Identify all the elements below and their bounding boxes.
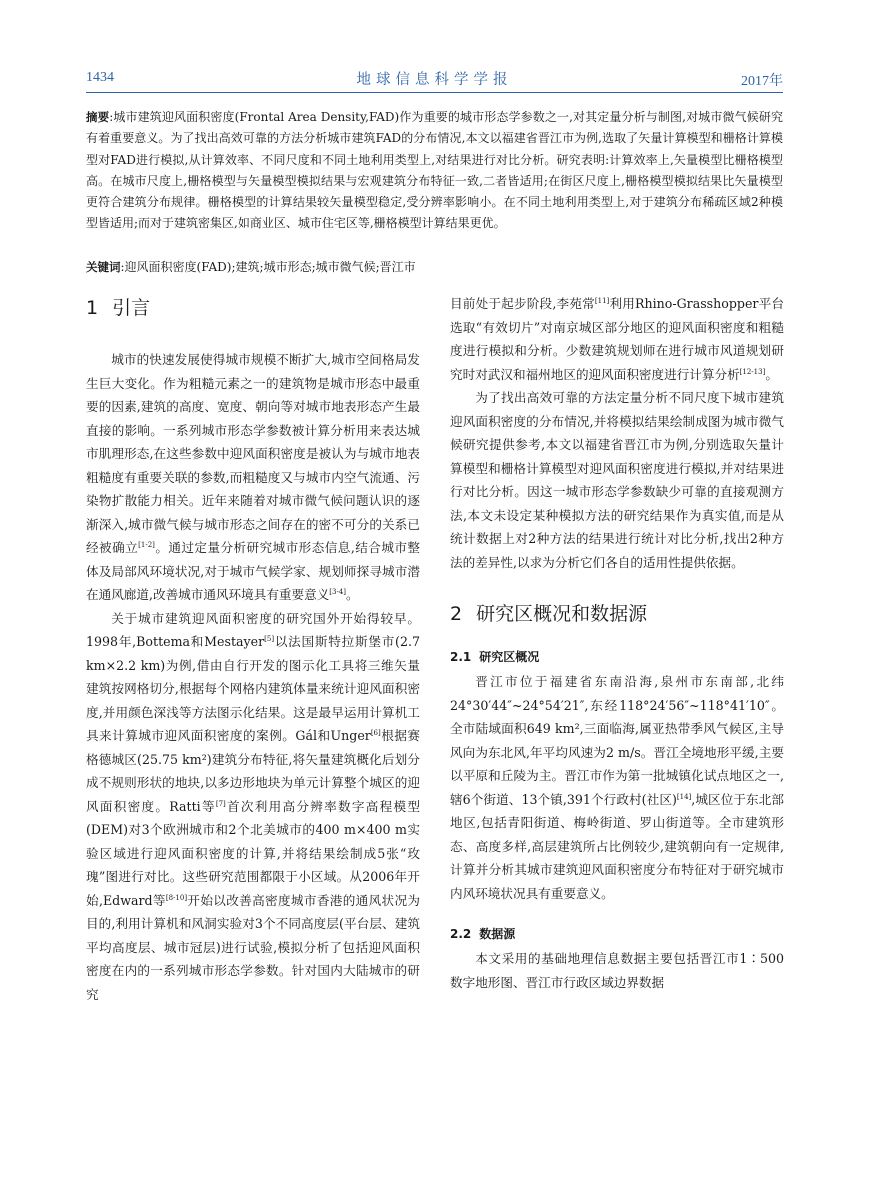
abstract: [86, 107, 783, 235]
citation: [11]: [594, 296, 610, 305]
page-header: [86, 68, 783, 90]
subsection-number: 2.2: [450, 927, 472, 941]
text-run: 关于城市建筑迎风面积密度的研究国外开始得较早。1998年,Bottema和Mestayer: [86, 610, 420, 649]
keywords-text: :迎风面积密度(FAD);建筑;城市形态;城市微气候;晋江市: [120, 260, 416, 274]
left-column: [86, 290, 420, 1006]
subsection-title: 研究区概况: [479, 650, 540, 664]
text-run: 根据赛格德城区(25.75 km²)建筑分布特征,将矢量建筑概化后划分成不规则形状的地块,以多边形地块为单元计算整个城区的迎风面积密度。Ratti等: [86, 728, 421, 814]
text-run: 。: [346, 587, 359, 602]
paragraph: [86, 348, 420, 607]
subsection-heading-2-1: [450, 646, 784, 668]
header-rule: [86, 92, 783, 93]
section-title: 引言: [112, 297, 151, 319]
keywords: [86, 257, 783, 277]
text-run: 目前处于起步阶段,李苑常: [450, 296, 595, 311]
citation: [7]: [215, 799, 226, 808]
citation: [8-10]: [165, 893, 188, 902]
paragraph: 为了找出高效可靠的方法定量分析不同尺度下城市建筑迎风面积密度的分布情况,并将模拟结果绘制成图为城市微气候研究提供参考,本文以福建省晋江市为例,分别选取矢量计算模型和栅格计算模型对迎风面积密度进行模拟,并对结果进行对比分析。因这一城市形态学参数缺少可靠的直接观测方法,本文未设定某种模拟方法的研究结果作为真实值,而是从统计数据上对2种方法的结果进行统计对比分析,找出2种方法的差异性,以求为分析它们各自的适用性提供依据。: [450, 390, 784, 570]
page-number: 1434: [86, 70, 114, 85]
section-title: 研究区概况和数据源: [476, 603, 648, 625]
section-number: 2: [450, 603, 463, 625]
section-number: 1: [86, 297, 99, 319]
publication-year: 2017年: [741, 74, 783, 89]
text-run: 晋江市位于福建省东南沿海,泉州市东南部,北纬24°30′44″~24°54′21″,东经118°24′56″~118°41′10″。全市陆域面积649 km²,三面临海,属亚热带季风气候区,主导风向为东北风,年平均风速为2 m/s。晋江全境地形平缓,主要以平原和丘陵为主。晋江市作为第一批城镇化试点地区之一,辖6个街道、13个镇,391个行政村(社区): [450, 674, 784, 807]
right-column: [450, 292, 784, 994]
journal-name: 地球信息科学学报: [356, 72, 513, 88]
text-run: 。通过定量分析研究城市形态信息,结合城市整体及局部风环境状况,对于城市气候学家、规划师探寻城市潜在通风廊道,改善城市通风环境具有重要意义: [86, 540, 420, 602]
abstract-text: :城市建筑迎风面积密度(Frontal Area Density,FAD)作为重要的城市形态学参数之一,对其定量分析与制图,对城市微气候研究有着重要意义。为了找出高效可靠的方法分析城市建筑FAD的分布情况,本文以福建省晋江市为例,选取了矢量计算模型和栅格计算模型对FAD进行模拟,从计算效率、不同尺度和不同土地利用类型上,对结果进行对比分析。研究表明:计算效率上,矢量模型比栅格模型高。在城市尺度上,栅格模型与矢量模型模拟结果与宏观建筑分布特征一致,二者皆适用;在街区尺度上,栅格模型模拟结果比矢量模型更符合建筑分布规律。栅格模型的计算结果较矢量模型稳定,受分辨率影响小。在不同土地利用类型上,对于建筑分布稀疏区域2种模型皆适用;而对于建筑密集区,如商业区、城市住宅区等,栅格模型计算结果更优。: [86, 110, 783, 231]
text-run: 城市的快速发展使得城市规模不断扩大,城市空间格局发生巨大变化。作为粗糙元素之一的建筑物是城市形态中最重要的因素,建筑的高度、宽度、朝向等对城市地表形态产生最直接的影响。一系列城市形态学参数被计算分析用来表达城市肌理形态,在这些参数中迎风面积密度是被认为与城市地表粗糙度有重要关联的参数,而粗糙度又与城市内空气流通、污染物扩散能力相关。近年来随着对城市微气候问题认识的逐渐深入,城市微气候与城市形态之间存在的密不可分的关系已经被确立: [86, 352, 420, 555]
citation: [3-4]: [329, 587, 347, 596]
paragraph: [450, 292, 784, 386]
citation: [12-13]: [739, 367, 766, 376]
text-run: 利用Rhino-Grasshopper平台选取“有效切片”对南京城区部分地区的迎风面积密度和粗糙度进行模拟和分析。少数建筑规划师在进行城市风道规划研究时对武汉和福州地区的迎风面积密度进行计算分析: [450, 296, 784, 382]
text-run: 首次利用高分辨率数字高程模型(DEM)对3个欧洲城市和2个北美城市的400 m×400 m实验区域进行迎风面积密度的计算,并将结果绘制成5张“玫瑰”图进行对比。这些研究范围都限于小区域。从2006年开始,Edward等: [86, 798, 421, 908]
citation: [1-2]: [138, 540, 155, 549]
text-run: 以法国斯特拉斯堡市(2.7 km×2.2 km)为例,借由自行开发的图示化工具将三维矢量建筑按网格切分,根据每个网格内建筑体量来统计迎风面积密度,并用颜色深浅等方法图示化结果。这是最早运用计算机工具来计算城市迎风面积密度的案例。Gál和Unger: [86, 634, 420, 743]
paragraph: 本文采用的基础地理信息数据主要包括晋江市1∶500数字地形图、晋江市行政区域边界数据: [450, 951, 784, 990]
citation: [14]: [676, 792, 692, 801]
section-heading-1: [86, 294, 420, 322]
citation: [5]: [264, 634, 275, 643]
paragraph: [450, 670, 784, 905]
section-heading-2: [450, 600, 784, 628]
text-run: ,城区位于东北部地区,包括青阳街道、梅岭街道、罗山街道等。全市建筑形态、高度多样,高层建筑所占比例较少,建筑朝向有一定规律,计算并分析其城市建筑迎风面积密度分布特征对于研究城市内风环境状况具有重要意义。: [450, 791, 784, 901]
subsection-heading-2-2: [450, 923, 784, 945]
text-run: 。: [765, 366, 778, 382]
keywords-label: 关键词: [86, 260, 121, 274]
paragraph: [86, 607, 420, 1007]
citation: [6]: [370, 728, 381, 737]
text-run: 开始以改善高密度城市香港的通风状况为目的,利用计算机和风洞实验对3个不同高度层(平台层、建筑平均高度层、城市冠层)进行试验,模拟分析了包括迎风面积密度在内的一系列城市形态学参数。针对国内大陆城市的研究: [86, 892, 420, 1002]
abstract-label: 摘要: [86, 110, 110, 124]
subsection-number: 2.1: [450, 650, 472, 664]
subsection-title: 数据源: [479, 927, 516, 941]
